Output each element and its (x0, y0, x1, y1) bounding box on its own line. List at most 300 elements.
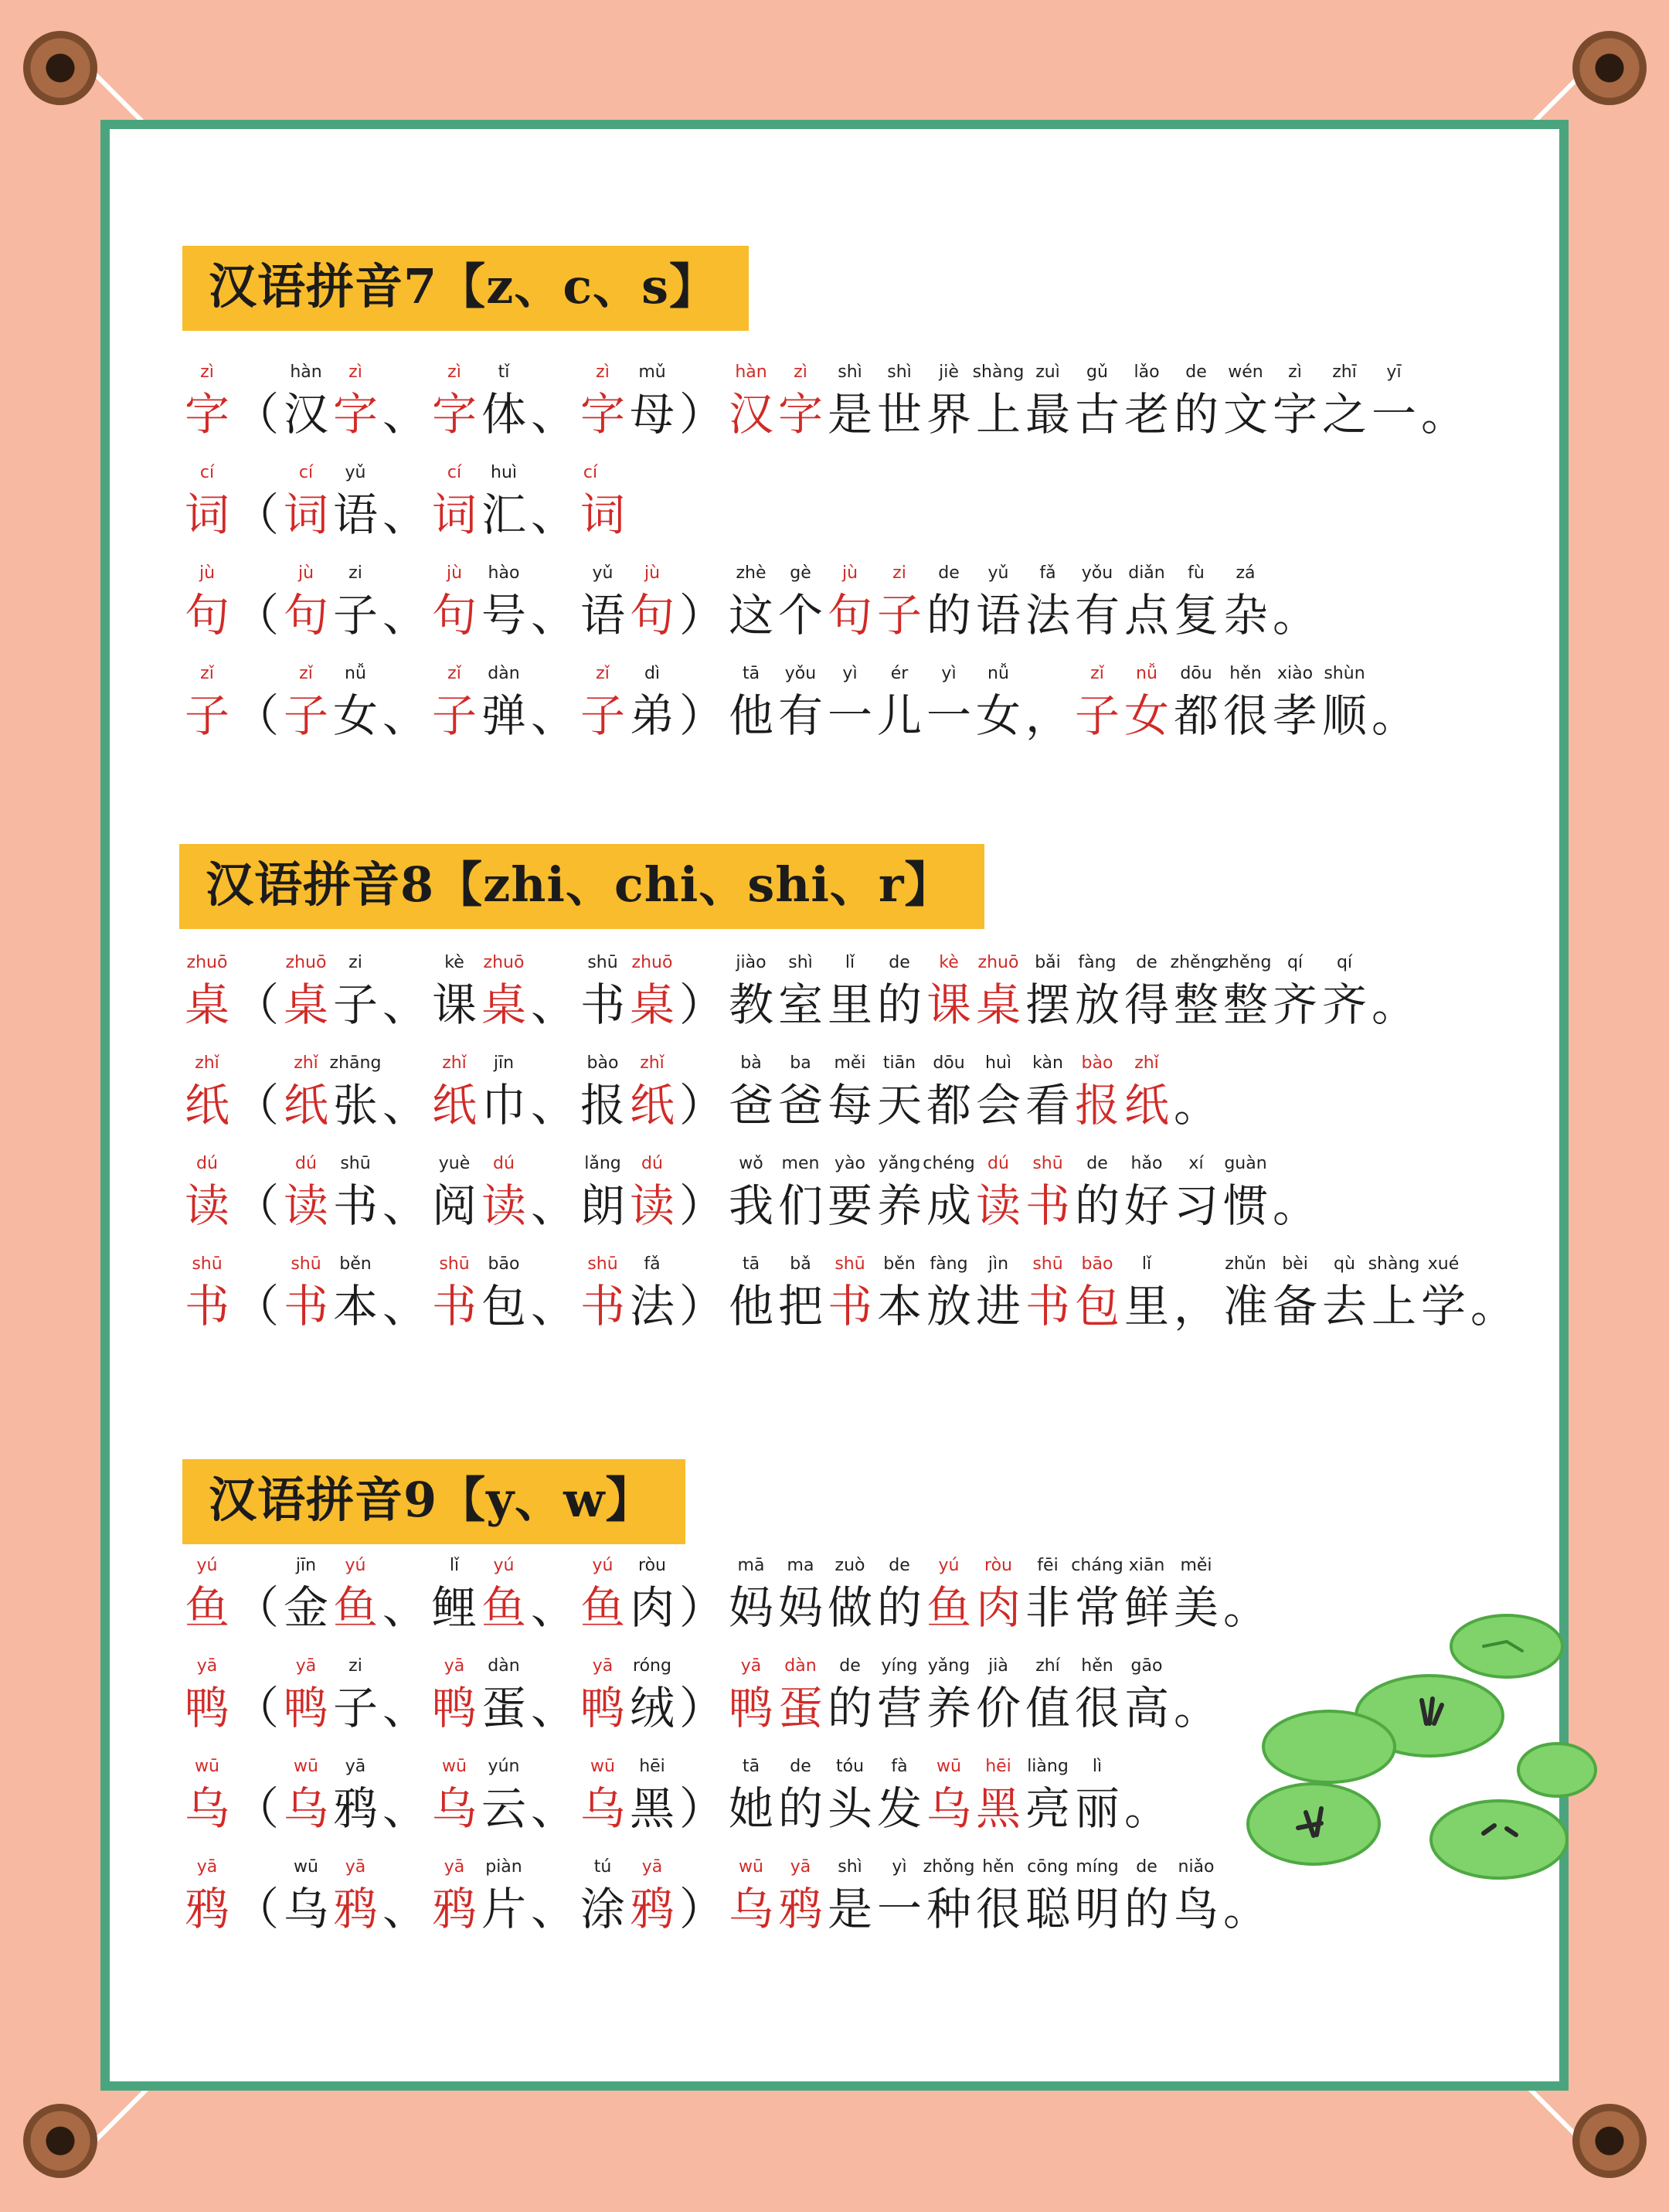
hanzi-char: 常 (1074, 1581, 1120, 1634)
hanzi-char: 读 (481, 1179, 526, 1232)
hanzi-char: 很 (1074, 1682, 1120, 1734)
hanzi-char: 句 (827, 589, 872, 641)
char-cell (331, 1153, 380, 1246)
hanzi-char: 鱼 (332, 1581, 378, 1634)
pinyin-label: shū (587, 953, 618, 972)
hanzi-char: 字 (1272, 388, 1317, 441)
pinyin-label: dōu (1180, 664, 1212, 683)
hanzi-char: 。 (1420, 388, 1466, 441)
char-cell (627, 1153, 677, 1246)
char-cell (627, 1254, 677, 1346)
hanzi-char: 、 (382, 1682, 427, 1734)
hanzi-char: 鸭 (431, 1682, 477, 1734)
hanzi-char: 涂 (580, 1883, 625, 1935)
pinyin-label: wū (442, 1757, 467, 1776)
hanzi-char: 杂 (1222, 589, 1268, 641)
hanzi-char: （ (233, 978, 279, 1031)
pinyin-label: shū (192, 1254, 223, 1274)
char-cell (182, 1555, 232, 1648)
pinyin-label: jià (988, 1656, 1008, 1676)
pinyin-label: zhè (736, 563, 767, 583)
lily-pads-illustration (1252, 1615, 1576, 1894)
char-cell (479, 663, 529, 756)
hanzi-char: 进 (975, 1280, 1021, 1332)
pinyin-label: dàn (784, 1656, 817, 1676)
hanzi-char: 他 (728, 689, 773, 742)
hanzi-char: ） (678, 1883, 724, 1935)
hanzi-char: 鸭 (184, 1682, 229, 1734)
pinyin-label: yì (842, 664, 858, 683)
hanzi-char: 张 (332, 1079, 378, 1132)
hanzi-char: 学 (1420, 1280, 1466, 1332)
char-cell (1320, 663, 1369, 756)
pinyin-label: wū (936, 1757, 961, 1776)
char-cell (578, 462, 625, 555)
hanzi-char: 纸 (1123, 1079, 1169, 1132)
pinyin-label: wū (294, 1757, 318, 1776)
char-cell (331, 1053, 380, 1145)
hanzi-char: 放 (1074, 978, 1120, 1031)
pinyin-label: zhāng (329, 1053, 382, 1073)
char-cell (627, 1656, 677, 1748)
pinyin-label: lǐ (449, 1556, 460, 1575)
hanzi-char: 养 (876, 1179, 922, 1232)
pinyin-label: hēi (985, 1757, 1011, 1776)
grommet-icon (23, 2104, 97, 2178)
pinyin-label: bà (740, 1053, 762, 1073)
char-cell (1171, 1053, 1221, 1145)
pinyin-label: yǒu (784, 664, 817, 683)
pinyin-label: zhuō (631, 953, 673, 972)
pinyin-label: yú (493, 1556, 515, 1575)
pinyin-label: shì (838, 1857, 862, 1877)
pinyin-label: kè (444, 953, 464, 972)
hanzi-char: 鱼 (481, 1581, 526, 1634)
hanzi-char: 都 (1173, 689, 1219, 742)
hanzi-char: 里 (1123, 1280, 1169, 1332)
char-cell (1122, 1756, 1171, 1849)
hanzi-char: 蛋 (777, 1682, 823, 1734)
hanzi-char: 黑 (975, 1782, 1021, 1835)
pinyin-label: zǐ (596, 664, 610, 683)
hanzi-char: 乌 (580, 1782, 625, 1835)
hanzi-char: 、 (530, 978, 576, 1031)
pinyin-label: yǔ (345, 463, 366, 482)
hanzi-char: ） (678, 1179, 724, 1232)
hanzi-char: 。 (1123, 1782, 1169, 1835)
hanzi-char: 字 (777, 388, 823, 441)
hanzi-char: 子 (332, 1682, 378, 1734)
hanzi-char: 鸦 (184, 1883, 229, 1935)
hanzi-char: 最 (1025, 388, 1070, 441)
pinyin-label: zhěng (1219, 953, 1272, 972)
hanzi-char: 子 (283, 689, 328, 742)
hanzi-char: 子 (332, 978, 378, 1031)
hanzi-char: 弟 (629, 689, 675, 742)
pinyin-label: zhěng (1170, 953, 1222, 972)
hanzi-char: 、 (530, 689, 576, 742)
hanzi-char: 书 (332, 1179, 378, 1232)
hanzi-char: 看 (1025, 1079, 1070, 1132)
hanzi-char: 子 (1074, 689, 1120, 742)
pinyin-label: zhǔn (1225, 1254, 1266, 1274)
hanzi-char: 子 (876, 589, 922, 641)
hanzi-char: 乌 (184, 1782, 229, 1835)
char-cell (1468, 1254, 1518, 1346)
hanzi-char: 鸦 (332, 1883, 378, 1935)
hanzi-char: 纸 (283, 1079, 328, 1132)
char-cell (1419, 362, 1468, 454)
pinyin-label: de (1185, 362, 1207, 382)
hanzi-char: 、 (382, 488, 427, 541)
char-cell (1171, 1555, 1221, 1648)
hanzi-char: 读 (629, 1179, 675, 1232)
hanzi-char: ） (678, 388, 724, 441)
pinyin-label: yún (488, 1757, 520, 1776)
pinyin-label: guàn (1224, 1154, 1267, 1173)
hanzi-char: 字 (184, 388, 229, 441)
pinyin-label: bǎ (790, 1254, 811, 1274)
pinyin-label: bào (1081, 1053, 1113, 1073)
hanzi-char: 爸 (777, 1079, 823, 1132)
hanzi-char: 妈 (728, 1581, 773, 1634)
hanzi-char: 子 (431, 689, 477, 742)
hanzi-char: 价 (975, 1682, 1021, 1734)
char-cell (1369, 952, 1419, 1045)
hanzi-char: 之 (1321, 388, 1367, 441)
pinyin-label: dú (196, 1154, 218, 1173)
example-row (182, 1856, 1270, 1949)
pinyin-label: xí (1188, 1154, 1204, 1173)
pinyin-label: hào (488, 563, 520, 583)
pinyin-label: yǔ (592, 563, 614, 583)
pinyin-label: shū (1032, 1254, 1063, 1274)
pinyin-label: nǚ (987, 664, 1009, 683)
hanzi-char: ） (678, 1079, 724, 1132)
char-cell (182, 563, 232, 655)
hanzi-char: 里 (827, 978, 872, 1031)
hanzi-char: （ (233, 488, 279, 541)
hanzi-char: 。 (1272, 589, 1317, 641)
pinyin-label: yǒu (1081, 563, 1113, 583)
pinyin-label: dú (987, 1154, 1009, 1173)
char-cell (182, 1656, 232, 1748)
pinyin-label: dì (644, 664, 661, 683)
hanzi-char: 桌 (283, 978, 328, 1031)
pinyin-label: piàn (485, 1857, 522, 1877)
hanzi-char: 种 (926, 1883, 971, 1935)
pinyin-label: shì (838, 362, 862, 382)
pinyin-label: zì (348, 362, 362, 382)
hanzi-char: 书 (283, 1280, 328, 1332)
char-cell (331, 1254, 380, 1346)
example-row (182, 1254, 1518, 1346)
hanzi-char: 语 (580, 589, 625, 641)
hanzi-char: 有 (777, 689, 823, 742)
pinyin-label: yú (592, 1556, 614, 1575)
hanzi-char: 复 (1173, 589, 1219, 641)
pinyin-label: men (781, 1154, 820, 1173)
example-row (182, 1756, 1171, 1849)
grommet-icon (1572, 31, 1647, 105)
pinyin-label: bèi (1282, 1254, 1308, 1274)
hanzi-char: 鸭 (728, 1682, 773, 1734)
hanzi-char: 妈 (777, 1581, 823, 1634)
char-cell (1122, 1656, 1171, 1748)
char-cell (1122, 1053, 1171, 1145)
hanzi-char: 、 (530, 1280, 576, 1332)
pinyin-label: dú (295, 1154, 317, 1173)
hanzi-char: 鸭 (580, 1682, 625, 1734)
section-title: 汉语拼音8【zhi、chi、shi、r】 (179, 844, 984, 929)
char-cell (1320, 952, 1369, 1045)
hanzi-char: 。 (1272, 1179, 1317, 1232)
pinyin-label: tóu (835, 1757, 865, 1776)
hanzi-char: 读 (975, 1179, 1021, 1232)
pinyin-label: ma (787, 1556, 814, 1575)
pinyin-label: zi (892, 563, 906, 583)
hanzi-char: 的 (777, 1782, 823, 1835)
pinyin-label: chéng (923, 1154, 975, 1173)
pinyin-label: ér (890, 664, 909, 683)
pinyin-label: wū (195, 1757, 219, 1776)
hanzi-char: 子 (332, 589, 378, 641)
hanzi-char: 、 (382, 1079, 427, 1132)
pinyin-label: lǐ (845, 953, 855, 972)
pinyin-label: zhuō (285, 953, 327, 972)
pinyin-label: shàng (972, 362, 1025, 382)
pinyin-label: jù (297, 563, 314, 583)
char-cell (331, 663, 380, 756)
pinyin-label: měi (1180, 1556, 1212, 1575)
pinyin-label: fù (1188, 563, 1205, 583)
hanzi-char: 一 (926, 689, 971, 742)
pinyin-label: zhuō (186, 953, 228, 972)
pinyin-label: yā (444, 1857, 465, 1877)
pinyin-label: yú (345, 1556, 366, 1575)
hanzi-char: 、 (530, 1179, 576, 1232)
hanzi-char: 室 (777, 978, 823, 1031)
hanzi-char: 法 (629, 1280, 675, 1332)
pinyin-label: niǎo (1178, 1857, 1215, 1877)
pinyin-label: wū (590, 1757, 615, 1776)
hanzi-char: 好 (1123, 1179, 1169, 1232)
pinyin-label: lì (1092, 1757, 1103, 1776)
pinyin-label: yā (641, 1857, 663, 1877)
pinyin-label: jìn (987, 1254, 1009, 1274)
char-cell (331, 362, 380, 454)
hanzi-char: 非 (1025, 1581, 1070, 1634)
hanzi-char: 上 (1371, 1280, 1416, 1332)
pinyin-label: zhuō (483, 953, 525, 972)
hanzi-char: 鸦 (332, 1782, 378, 1835)
hanzi-char: 、 (382, 1280, 427, 1332)
hanzi-char: 本 (876, 1280, 922, 1332)
hanzi-char: 书 (1025, 1179, 1070, 1232)
pinyin-label: zhǒng (923, 1857, 975, 1877)
hanzi-char: 的 (827, 1682, 872, 1734)
char-cell (479, 1856, 529, 1949)
pinyin-label: tǐ (498, 362, 510, 382)
pinyin-label: zhuō (977, 953, 1019, 972)
hanzi-char: 字 (431, 388, 477, 441)
pinyin-label: zì (200, 362, 214, 382)
hanzi-char: 会 (975, 1079, 1021, 1132)
hanzi-char: 汉 (283, 388, 328, 441)
pinyin-label: shū (834, 1254, 865, 1274)
pinyin-label: shì (887, 362, 912, 382)
char-cell (1369, 663, 1419, 756)
char-cell (479, 563, 529, 655)
hanzi-char: 整 (1222, 978, 1268, 1031)
pinyin-label: shū (439, 1254, 470, 1274)
hanzi-char: 金 (283, 1581, 328, 1634)
hanzi-char: 绒 (629, 1682, 675, 1734)
hanzi-char: 鲜 (1123, 1581, 1169, 1634)
hanzi-char: 明 (1074, 1883, 1120, 1935)
pinyin-label: dàn (488, 1656, 520, 1676)
pinyin-label: yā (592, 1656, 614, 1676)
hanzi-char: （ (233, 388, 279, 441)
hanzi-char: 包 (481, 1280, 526, 1332)
hanzi-char: 齐 (1321, 978, 1367, 1031)
hanzi-char: 都 (926, 1079, 971, 1132)
hanzi-char: 课 (926, 978, 971, 1031)
char-cell (182, 1856, 232, 1949)
char-cell (182, 1254, 232, 1346)
hanzi-char: 词 (184, 488, 229, 541)
char-cell (627, 1053, 677, 1145)
hanzi-char: 片 (481, 1883, 526, 1935)
hanzi-char: 发 (876, 1782, 922, 1835)
hanzi-char: 桌 (184, 978, 229, 1031)
pinyin-label: běn (339, 1254, 372, 1274)
pinyin-label: měi (834, 1053, 866, 1073)
char-cell (182, 952, 232, 1045)
pinyin-label: yī (1386, 362, 1402, 382)
hanzi-char: 整 (1173, 978, 1219, 1031)
hanzi-char: 、 (382, 388, 427, 441)
section-title: 汉语拼音7【z、c、s】 (182, 246, 749, 331)
hanzi-char: 子 (580, 689, 625, 742)
grommet-icon (23, 31, 97, 105)
hanzi-char: 。 (1371, 978, 1416, 1031)
char-cell (479, 952, 529, 1045)
pinyin-label: lǎng (584, 1154, 621, 1173)
hanzi-char: 本 (332, 1280, 378, 1332)
char-cell (479, 1555, 529, 1648)
hanzi-char: 爸 (728, 1079, 773, 1132)
hanzi-char: 乌 (283, 1782, 328, 1835)
hanzi-char: 弹 (481, 689, 526, 742)
pinyin-label: diǎn (1128, 563, 1165, 583)
example-row (182, 362, 1468, 454)
hanzi-char: 点 (1123, 589, 1169, 641)
pinyin-label: jiào (736, 953, 767, 972)
pinyin-label: tiān (882, 1053, 916, 1073)
pinyin-label: de (1136, 1857, 1157, 1877)
pinyin-label: yǎng (927, 1656, 970, 1676)
pinyin-label: yuè (438, 1154, 471, 1173)
char-cell (182, 663, 232, 756)
hanzi-char: 儿 (876, 689, 922, 742)
hanzi-char: 纸 (431, 1079, 477, 1132)
pinyin-label: lǐ (1141, 1254, 1152, 1274)
pinyin-label: jù (446, 563, 463, 583)
pinyin-label: cháng (1071, 1556, 1123, 1575)
pinyin-label: qí (1336, 953, 1353, 972)
char-cell (627, 952, 677, 1045)
char-cell (627, 362, 677, 454)
hanzi-char: 鸟 (1173, 1883, 1219, 1935)
section-pinyin-9 (182, 1459, 1573, 1935)
hanzi-char: 子 (184, 689, 229, 742)
pinyin-label: yā (196, 1656, 218, 1676)
hanzi-char: 上 (975, 388, 1021, 441)
hanzi-char: （ (233, 1280, 279, 1332)
pinyin-label: zǐ (200, 664, 214, 683)
hanzi-char: （ (233, 1079, 279, 1132)
char-cell (331, 952, 380, 1045)
hanzi-char: 她 (728, 1782, 773, 1835)
hanzi-char: 高 (1123, 1682, 1169, 1734)
pinyin-label: bāo (1081, 1254, 1113, 1274)
pinyin-label: míng (1076, 1857, 1119, 1877)
hanzi-char: 把 (777, 1280, 823, 1332)
pinyin-label: de (889, 953, 910, 972)
hanzi-char: 书 (827, 1280, 872, 1332)
hanzi-char: 句 (431, 589, 477, 641)
hanzi-char: 要 (827, 1179, 872, 1232)
pinyin-label: shì (788, 953, 813, 972)
hanzi-char: 习 (1173, 1179, 1219, 1232)
hanzi-char: 界 (926, 388, 971, 441)
char-cell (479, 362, 529, 454)
hanzi-char: 女 (975, 689, 1021, 742)
hanzi-char: 备 (1272, 1280, 1317, 1332)
hanzi-char: 纸 (629, 1079, 675, 1132)
hanzi-char: 桌 (629, 978, 675, 1031)
hanzi-char: ） (678, 1280, 724, 1332)
pinyin-label: zǐ (1090, 664, 1104, 683)
hanzi-char: 汇 (481, 488, 526, 541)
hanzi-char: 。 (1222, 1581, 1268, 1634)
hanzi-char: 、 (530, 1782, 576, 1835)
pinyin-label: yā (295, 1656, 317, 1676)
pinyin-label: yì (892, 1857, 907, 1877)
hanzi-char: 。 (1470, 1280, 1515, 1332)
pinyin-label: hēi (639, 1757, 665, 1776)
char-cell (1369, 362, 1419, 454)
hanzi-char: 、 (382, 978, 427, 1031)
pinyin-label: bāo (488, 1254, 520, 1274)
pinyin-label: zhǐ (1134, 1053, 1159, 1073)
hanzi-char: 的 (926, 589, 971, 641)
pinyin-label: shū (1032, 1154, 1063, 1173)
pinyin-label: yú (938, 1556, 960, 1575)
example-row (182, 952, 1419, 1045)
pinyin-label: nǚ (1136, 664, 1157, 683)
hanzi-char: 文 (1222, 388, 1268, 441)
hanzi-char: 有 (1074, 589, 1120, 641)
pinyin-label: tā (742, 1254, 760, 1274)
hanzi-char: 鸭 (283, 1682, 328, 1734)
hanzi-char: 鸦 (777, 1883, 823, 1935)
hanzi-char: 体 (481, 388, 526, 441)
char-cell (331, 462, 380, 555)
hanzi-char: 聪 (1025, 1883, 1070, 1935)
hanzi-char: 纸 (184, 1079, 229, 1132)
